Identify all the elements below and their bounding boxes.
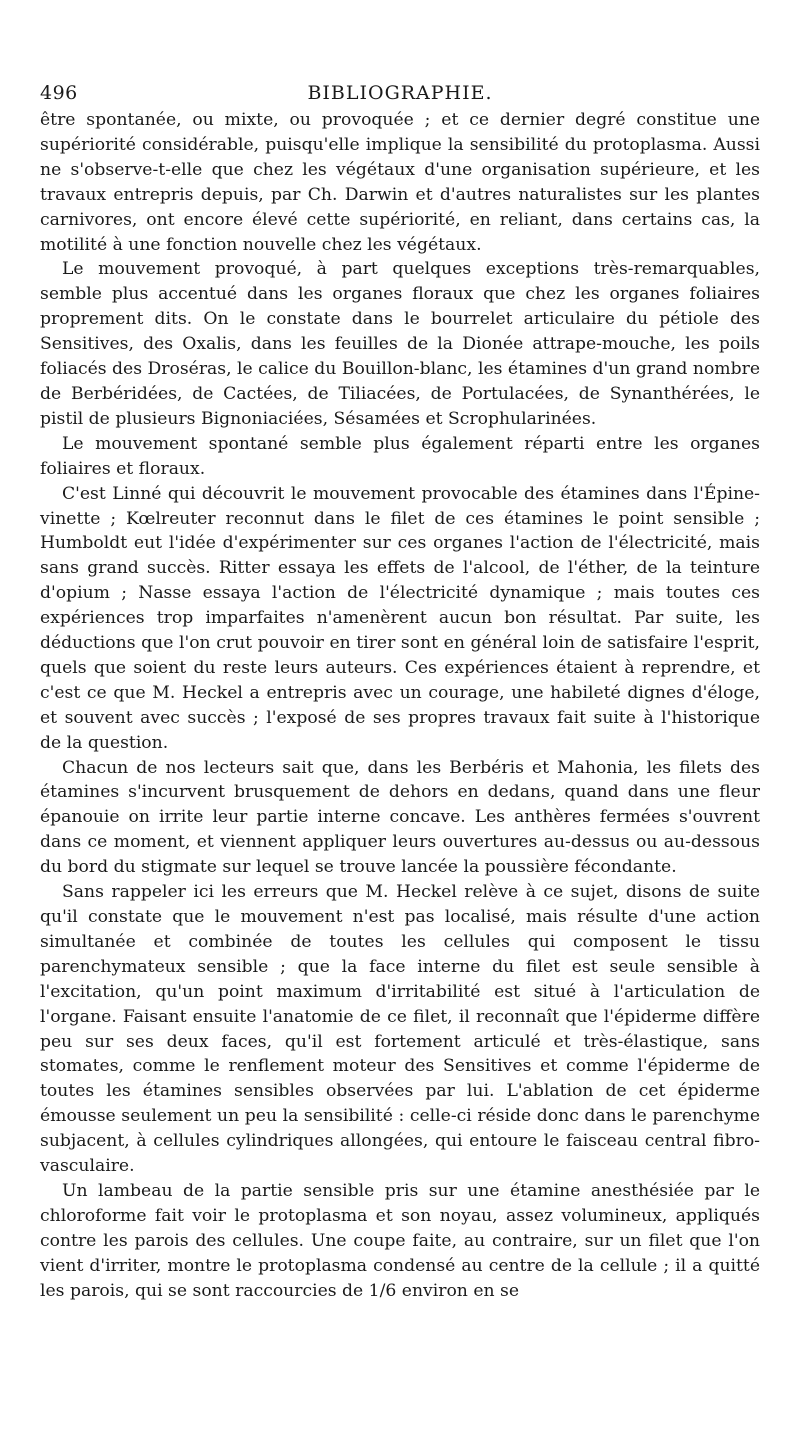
paragraph: Le mouvement spontané semble plus également réparti entre les organes foliaires et floraux. [40,433,760,479]
page-header [40,70,760,106]
paragraph: Le mouvement provoqué, à part quelques exceptions très-remarquables, semble plus accentué dans les organes floraux que chez les organes foliaires proprement dits. On le constate dans le bourrelet articulaire du pétiole des Sensitives, des Oxalis, dans les feuilles de la Dionée attrape-mouche, les poils foliacés des Droséras, le calice du Bouillon-blanc, les étamines d'un grand nombre de Berbéridées, de Cactées, de Tiliacées, de Portulacées, de Synanthérées, le pistil de plusieurs Bignoniaciées, Sésamées et Scrophularinées. [40,259,760,429]
paragraph: Chacun de nos lecteurs sait que, dans les Berbéris et Mahonia, les filets des étamines s'incurvent brusquement de dehors en dedans, quand dans une fleur épanouie on irrite leur partie interne concave. Les anthères fermées s'ouvrent dans ce moment, et viennent appliquer leurs ouvertures au-dessus ou au-dessous du bord du stigmate sur lequel se trouve lancée la poussière fécondante. [40,757,760,878]
book-page [40,70,760,1304]
page-number: 496 [40,82,78,104]
running-title: BIBLIOGRAPHIE. [307,82,493,104]
paragraph: C'est Linné qui découvrit le mouvement provocable des étamines dans l'Épine-vinette ; Kœlreuter reconnut dans le filet de ces étamines le point sensible ; Humboldt eut l'idée d'expérimenter sur ces organes l'action de l'électricité, mais sans grand succès. Ritter essaya les effets de l'alcool, de l'éther, de la teinture d'opium ; Nasse essaya l'action de l'électricité dynamique ; mais toutes ces expériences trop imparfaites n'amenèrent aucun bon résultat. Par suite, les déductions que l'on crut pouvoir en tirer sont en général loin de satisfaire l'esprit, quels que soient du reste leurs auteurs. Ces expériences étaient à reprendre, et c'est ce que M. Heckel a entrepris avec un courage, une habileté dignes d'éloge, et souvent avec succès ; l'exposé de ses propres travaux fait suite à l'historique de la question. [40,483,760,753]
paragraph: Un lambeau de la partie sensible pris sur une étamine anesthésiée par le chloroforme fait voir le protoplasma et son noyau, assez volumineux, appliqués contre les parois des cellules. Une coupe faite, au contraire, sur un filet que l'on vient d'irriter, montre le protoplasma condensé au centre de la cellule ; il a quitté les parois, qui se sont raccourcies de 1/6 environ en se [40,1180,760,1301]
paragraph: être spontanée, ou mixte, ou provoquée ; et ce dernier degré constitue une supériorité considérable, puisqu'elle implique la sensibilité du protoplasma. Aussi ne s'observe-t-elle que chez les végétaux d'une organisation supérieure, et les travaux entrepris depuis, par Ch. Darwin et d'autres naturalistes sur les plantes carnivores, ont encore élevé cette supériorité, en reliant, dans certains cas, la motilité à une fonction nouvelle chez les végétaux. [40,110,760,255]
body-text [40,108,760,1304]
paragraph: Sans rappeler ici les erreurs que M. Heckel relève à ce sujet, disons de suite qu'il constate que le mouvement n'est pas localisé, mais résulte d'une action simultanée et combinée de toutes les cellules qui composent le tissu parenchymateux sensible ; que la face interne du filet est seule sensible à l'excitation, qu'un point maximum d'irritabilité est situé à l'articulation de l'organe. Faisant ensuite l'anatomie de ce filet, il reconnaît que l'épiderme diffère peu sur ses deux faces, qu'il est fortement articulé et très-élastique, sans stomates, comme le renflement moteur des Sensitives et comme l'épiderme de toutes les étamines sensibles observées par lui. L'ablation de cet épiderme émousse seulement un peu la sensibilité : celle-ci réside donc dans le parenchyme subjacent, à cellules cylindriques allongées, qui entoure le faisceau central fibro-vasculaire. [40,882,760,1177]
